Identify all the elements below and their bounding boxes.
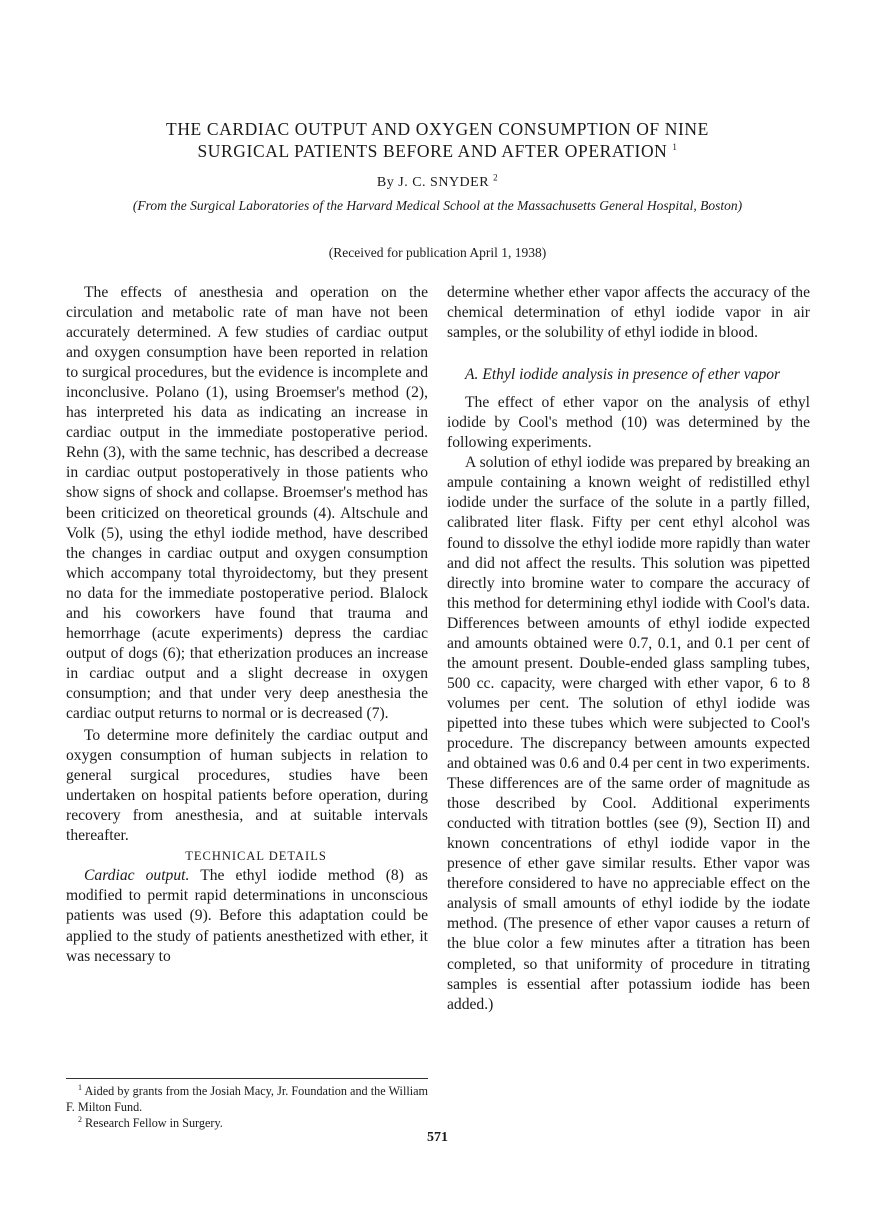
author-byline	[0, 172, 875, 191]
title-footnote-mark: 1	[672, 142, 678, 153]
solution-paragraph: A solution of ethyl iodide was prepared by breaking an ampule containing a known weight of redistilled ethyl iodide under the surface of the solute in a partly filled, calibrated liter flask. Fifty per cent ethyl alcohol was found to dissolve the ethyl iodide more rapidly than water and did not affect the results. This solution was pipetted directly into bromine water to compare the accuracy of this method for determining ethyl iodide with Cool's data. Differences between amounts of ethyl iodide expected and amounts obtained were 0.7, 0.1, and 0.1 per cent of the amount present. Double-ended glass sampling tubes, 500 cc. capacity, were charged with ether vapor, 6 to 8 volumes per cent. The solution of ethyl iodide was pipetted into these tubes which were subjected to Cool's procedure. The discrepancy between amounts expected and obtained was 0.6 and 0.4 per cent in two experiments. These differences are of the same order of magnitude as those described by Cool. Additional experiments conducted with titration bottles (see (9), Section II) and known concentrations of ethyl iodide vapor in the presence of ether gave similar results. Ether vapor was therefore considered to have no appreciable effect on the analysis of small amounts of ethyl iodide by the iodate method. (The presence of ether vapor causes a return of the blue color a few minutes after a titration has been completed, so that uniformity of procedure in titrating samples is essential after potassium iodide has been added.)	[447, 454, 810, 1013]
author-name: By J. C. SNYDER	[376, 175, 490, 190]
footnote-1-mark: 1	[78, 1082, 82, 1092]
article-title	[0, 118, 875, 162]
ether-effect-paragraph: The effect of ether vapor on the analysis of ethyl iodide by Cool's method (10) was determined by the following experiments.	[447, 394, 810, 452]
page-number: 571	[427, 1130, 448, 1145]
intro-paragraph: The effects of anesthesia and operation on the circulation and metabolic rate of man have not been accurately determined. A few studies of cardiac output and oxygen consumption have been reported in relation to surgical procedures, but the evidence is incomplete and inconclusive. Polano (1), using Broemser's method (2), has interpreted his data as indicating an increase in cardiac output in the immediate postoperative period. Rehn (3), with the same technic, has described a decrease in cardiac output postoperatively in those patients who show signs of shock and collapse. Broemser's method has been criticized on theoretical grounds (4). Altschule and Volk (5), using the ethyl iodide method, have described the changes in cardiac output and oxygen consumption which accompany total thyroidectomy, but they present no data for the immediate postoperative period. Blalock and his coworkers have found that trauma and hemorrhage (acute experiments) depress the cardiac output of dogs (6); that etherization produces an increase in cardiac output and a slight decrease in oxygen consumption; and that under very deep anesthesia the cardiac output returns to normal or is decreased (7).	[66, 284, 428, 722]
cardiac-output-body: The ethyl iodide method (8) as modified to permit rapid determinations in unconscious patients was used (9). Before this adaptation could be applied to the study of patients anesthetized with ether, it was necessary to	[66, 867, 428, 965]
footnote-2-mark: 2	[78, 1114, 82, 1124]
section-heading: TECHNICAL DETAILS	[185, 849, 327, 864]
cardiac-output-lead: Cardiac output.	[84, 867, 190, 885]
footnote-1-text: Aided by grants from the Josiah Macy, Jr. Foundation and the William F. Milton Fund.	[66, 1084, 428, 1114]
right-column	[447, 283, 810, 1015]
author-footnote-mark: 2	[493, 172, 499, 183]
cardiac-output-paragraph	[66, 866, 428, 966]
left-column	[66, 283, 428, 967]
footnote-2	[66, 1115, 428, 1131]
footnote-1	[66, 1083, 428, 1115]
aim-paragraph: To determine more definitely the cardiac output and oxygen consumption of human subjects in relation to general surgical procedures, studies have been undertaken on hospital patients before operation, during recovery from anesthesia, and at suitable intervals thereafter.	[66, 727, 428, 845]
subsection-heading: A. Ethyl iodide analysis in presence of ether vapor	[465, 366, 781, 384]
continued-paragraph: determine whether ether vapor affects the accuracy of the chemical determination of ethyl iodide vapor in air samples, or the solubility of ethyl iodide in blood.	[447, 284, 810, 342]
affiliation: (From the Surgical Laboratories of the Harvard Medical School at the Massachusetts General Hospital, Boston)	[132, 198, 743, 213]
title-line-1: THE CARDIAC OUTPUT AND OXYGEN CONSUMPTION OF NINE	[166, 119, 709, 139]
received-date: (Received for publication April 1, 1938)	[328, 245, 547, 260]
footnotes	[66, 1078, 428, 1131]
title-line-2-text: SURGICAL PATIENTS BEFORE AND AFTER OPERATION	[197, 141, 668, 161]
footnote-2-text: Research Fellow in Surgery.	[85, 1116, 223, 1130]
title-line-2	[0, 140, 875, 162]
